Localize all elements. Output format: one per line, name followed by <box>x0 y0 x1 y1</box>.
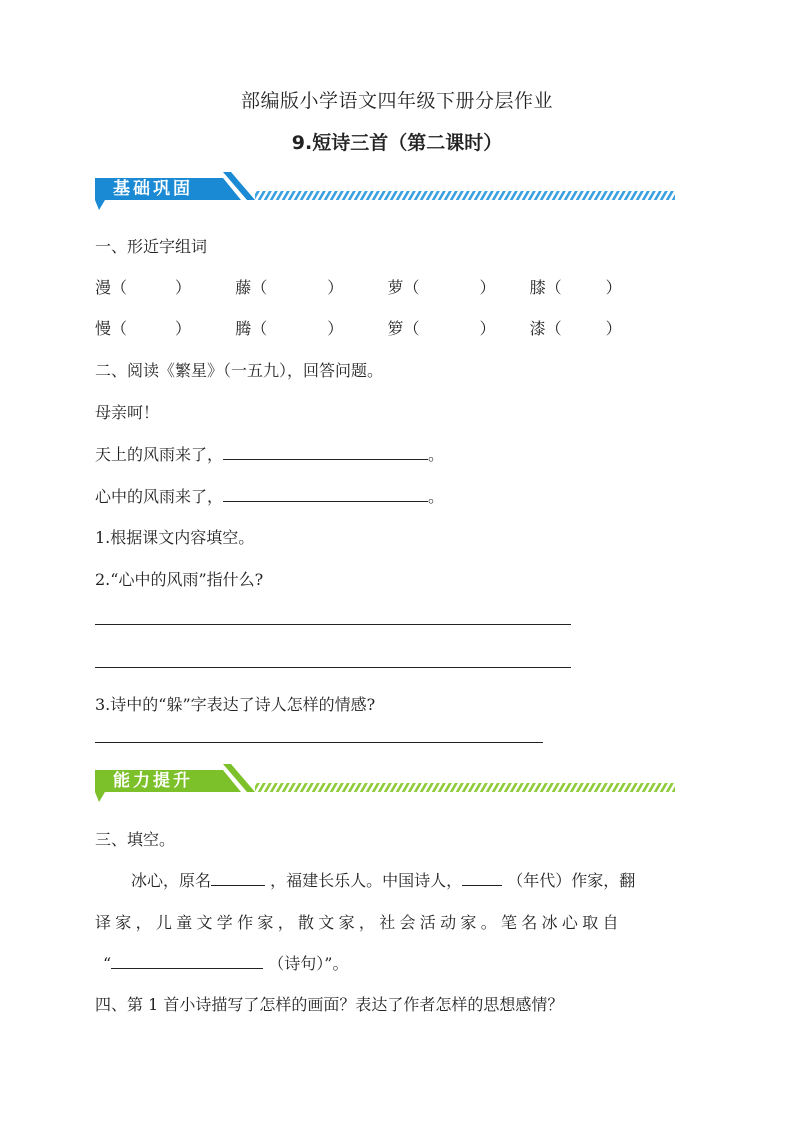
q1-heading: 一、形近字组词 <box>95 237 208 256</box>
period: 。 <box>428 487 445 506</box>
word-cell: ） <box>479 319 496 338</box>
poem-text: 心中的风雨来了， <box>95 487 224 506</box>
word-cell: 慢（ <box>95 319 128 338</box>
q3-text: 冰心，原名 <box>131 871 212 890</box>
q2-sub2: 2.“心中的风雨”指什么? <box>95 570 264 589</box>
q1-row2 <box>95 316 622 339</box>
word-cell: ） <box>175 319 192 338</box>
poem-line-1: 母亲呵！ <box>95 403 160 422</box>
q3-heading: 三、填空。 <box>95 830 176 849</box>
word-cell: ） <box>327 319 344 338</box>
word-cell: 漆（ <box>529 319 562 338</box>
word-cell: 腾（ <box>235 319 268 338</box>
word-cell: 萝（ <box>387 278 420 297</box>
word-cell: 箩（ <box>387 319 420 338</box>
section-label-advanced: 能力提升 <box>113 771 193 791</box>
q3-text: （年代）作家，翻 <box>507 871 636 890</box>
q3-paragraph-line-3 <box>103 951 348 974</box>
answer-line[interactable] <box>95 624 571 625</box>
word-cell: ） <box>327 278 344 297</box>
answer-line[interactable] <box>95 742 543 743</box>
word-cell: ） <box>605 319 622 338</box>
answer-blank[interactable] <box>223 487 428 502</box>
q3-text: （诗句）”。 <box>268 954 349 973</box>
document-title: 部编版小学语文四年级下册分层作业 <box>240 90 553 112</box>
answer-line[interactable] <box>95 667 571 668</box>
poem-line-2 <box>95 442 444 465</box>
word-cell: ） <box>605 278 622 297</box>
answer-blank[interactable] <box>223 445 428 460</box>
q3-text: “ <box>103 954 112 973</box>
q1-row1 <box>95 275 622 298</box>
period: 。 <box>428 445 445 464</box>
answer-blank[interactable] <box>462 871 502 886</box>
answer-blank[interactable] <box>211 871 265 886</box>
poem-line-3 <box>95 484 444 507</box>
lesson-title: 9.短诗三首（第二课时） <box>291 132 503 154</box>
answer-blank[interactable] <box>111 954 263 969</box>
q3-text: ，福建长乐人。中国诗人， <box>270 871 463 890</box>
q3-paragraph-line-1 <box>131 868 635 891</box>
q3-paragraph-line-2: 译家，儿童文学作家，散文家，社会活动家。笔名冰心取自 <box>95 913 623 932</box>
word-cell: 膝（ <box>529 278 562 297</box>
poem-text: 天上的风雨来了， <box>95 445 224 464</box>
q2-sub1: 1.根据课文内容填空。 <box>95 528 255 547</box>
word-cell: ） <box>175 278 192 297</box>
section-label-basic: 基础巩固 <box>113 179 193 199</box>
q2-sub3: 3.诗中的“躲”字表达了诗人怎样的情感? <box>95 695 376 714</box>
word-cell: ） <box>479 278 496 297</box>
section-banner-advanced <box>95 762 685 808</box>
section-banner-basic <box>95 170 685 216</box>
word-cell: 藤（ <box>235 278 268 297</box>
q4-heading: 四、第 1 首小诗描写了怎样的画面？表达了作者怎样的思想感情？ <box>95 995 564 1014</box>
word-cell: 漫（ <box>95 278 128 297</box>
q2-heading: 二、阅读《繁星》（一五九），回答问题。 <box>95 361 384 380</box>
